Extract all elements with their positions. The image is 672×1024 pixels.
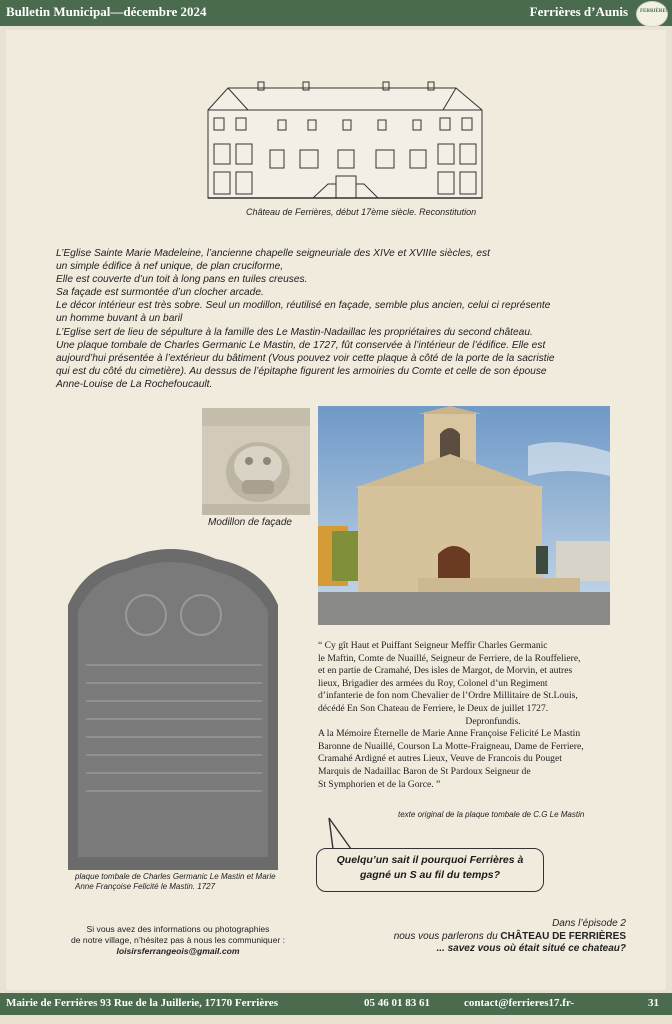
chateau-illustration [188, 80, 498, 206]
quote-line: lieux, Brigadier des armées du Roy, Colonel d’un Regiment [318, 677, 548, 689]
body-line: Anne-Louise de La Rochefoucault. [56, 378, 213, 390]
episode-line2 [336, 931, 626, 944]
quote-line: d’infanterie de fon nom Chevalier de l’Ordre Millitaire de St.Louis, [318, 690, 578, 702]
body-line: un simple édifice à nef unique, de plan cruciforme, [56, 261, 284, 273]
body-line: Sa façade est surmontée d’un clocher arcade. [56, 287, 264, 299]
episode-bold: CHÂTEAU DE FERRIÈRES [500, 930, 626, 942]
info-line: Si vous avez des informations ou photographies [86, 924, 270, 934]
page-number: 31 [648, 997, 659, 1009]
bubble-line: gagné un S au fil du temps? [359, 869, 500, 881]
article-body [56, 247, 616, 391]
quote-line: Cramahé Ardigné et autres Lieux, Veuve de Francois du Pouget [318, 753, 562, 765]
quote-line: Marquis de Nadaillac Baron de St Pardoux Seigneur de [318, 765, 531, 777]
question-bubble [316, 848, 544, 892]
info-email[interactable]: loisirsferrangeois@gmail.com [116, 946, 240, 956]
body-line: L’Eglise sert de lieu de sépulture à la famille des Le Mastin-Nadaillac les propriétaires du second château. [56, 326, 533, 338]
episode-line: Dans l’épisode 2 [552, 918, 626, 929]
plaque-photo [66, 545, 280, 870]
quote-line: et en partie de Cramahé, Des isles de Margot, de Morvin, et autres [318, 665, 573, 677]
commune-logo [636, 1, 668, 27]
commune-name: Ferrières d’Aunis [529, 4, 628, 19]
quote-line: A la Mémoire Éternelle de Marie Anne Françoise Felicité Le Mastin [318, 728, 581, 740]
footer-email[interactable]: contact@ferrieres17.fr- [464, 997, 575, 1009]
footer-bar [0, 993, 672, 1015]
bubble-line: Quelqu’un sait il pourquoi Ferrières à [336, 854, 524, 866]
body-line: L’Eglise Sainte Marie Madeleine, l’ancienne chapelle seigneuriale des XIVe et XVIIIe siècles, est [56, 248, 490, 259]
church-photo [318, 406, 610, 625]
bulletin-title: Bulletin Municipal—décembre 2024 [6, 4, 207, 19]
footer-address: Mairie de Ferrières 93 Rue de la Juillerie, 17170 Ferrières [6, 997, 279, 1009]
header-bar [0, 0, 672, 26]
body-line: Une plaque tombale de Charles Germanic Le Mastin, de 1727, fût conservée à l’intérieur de l’édifice. Elle est [56, 339, 546, 351]
body-line: Elle est couverte d’un toit à long pans en tuiles creuses. [56, 274, 308, 286]
quote-line: St Symphorien et de la Gorce. ” [318, 778, 441, 790]
quote-line: décédé En Son Chateau de Ferriere, le Deux de juillet 1727. [318, 702, 549, 714]
footer-phone: 05 46 01 83 61 [364, 997, 430, 1009]
quote-line: Baronne de Nuaillé, Courson La Motte-Fraigneau, Dame de Ferriere, [318, 740, 584, 752]
logo-text: FERRIÈRES [640, 9, 669, 14]
plaque-caption: plaque tombale de Charles Germanic Le Mastin et Marie Anne Françoise Felicité le Mastin. 1727 [75, 872, 276, 891]
body-line: aujourd’hui présentée à l’extérieur du bâtiment (Vous pouvez voir cette plaque à côté de la porte de la sacristie [56, 352, 555, 364]
next-episode [336, 918, 626, 956]
episode-prefix: nous vous parlerons du [393, 930, 501, 942]
body-line: un homme buvant à un baril [56, 313, 183, 325]
chateau-caption: Château de Ferrières, début 17ème siècle. Reconstitution [246, 207, 477, 217]
contact-info [58, 924, 298, 957]
modillon-caption: Modillon de façade [208, 517, 292, 528]
info-line: de notre village, n’hésitez pas à nous les communiquer : [70, 935, 285, 945]
episode-line: ... savez vous où était situé ce chateau? [436, 943, 626, 955]
quote-depronfundis: Depronfundis. [465, 715, 521, 727]
bubble-tail [325, 816, 365, 852]
modillon-photo [202, 408, 310, 515]
quote-line: “ Cy gît Haut et Puiffant Seigneur Meffir Charles Germanic [318, 640, 548, 651]
body-line: qui est du côté du cimetière). Au dessus de l’épitaphe figurent les armoiries du Comte et celle de son épouse [56, 365, 547, 377]
bubble-text [317, 853, 543, 883]
quote-line: le Maftin, Comte de Nuaillé, Seigneur de Ferriere, de la Rouffeliere, [318, 652, 581, 664]
quote-caption: texte original de la plaque tombale de C.G Le Mastin [398, 810, 585, 819]
body-line: Le décor intérieur est très sobre. Seul un modillon, réutilisé en façade, semble plus ancien, celui ci représente [56, 300, 551, 312]
epitaph-quote [318, 640, 618, 791]
